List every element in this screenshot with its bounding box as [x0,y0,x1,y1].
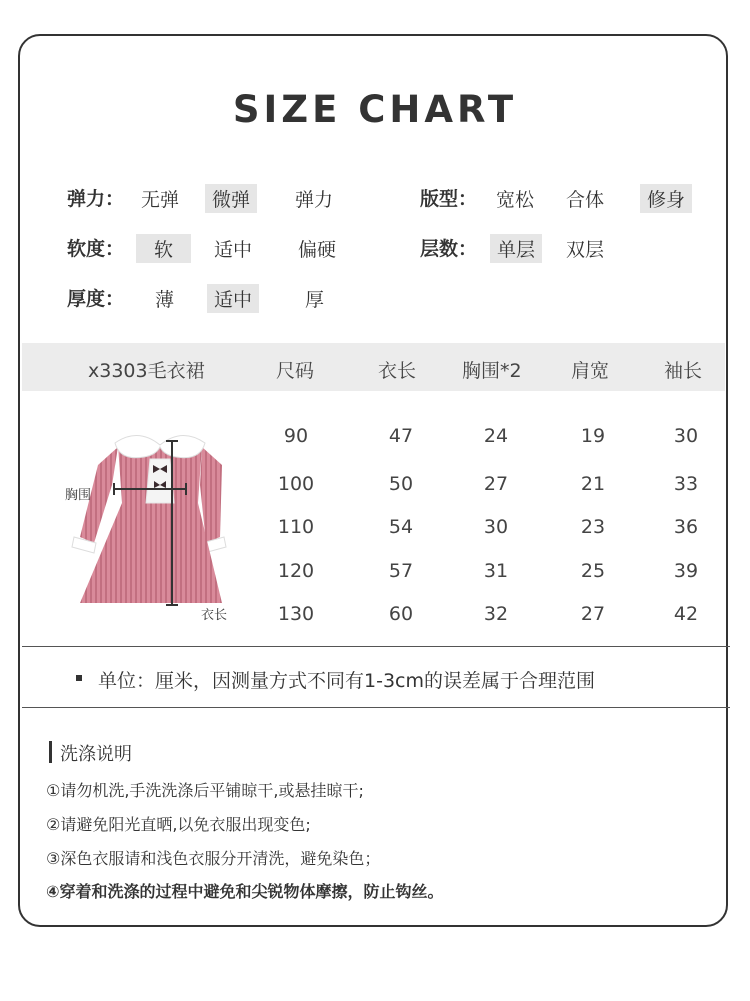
cell-sleeve: 30 [673,425,699,447]
header-chest: 胸围*2 [462,360,522,382]
cell-chest: 32 [483,603,509,625]
elasticity-label: 弹力： [67,188,125,210]
cell-chest: 31 [483,560,509,582]
cell-length: 57 [388,560,414,582]
cell-shoulder: 25 [580,560,606,582]
elasticity-option-slight-selected: 微弹 [205,184,257,213]
washing-item-4: ④穿着和洗涤的过程中避免和尖锐物体摩擦，防止钩丝。 [46,882,444,901]
fit-option-loose: 宽松 [496,189,535,211]
softness-option-soft-selected: 软 [136,234,191,263]
cell-length: 60 [388,603,414,625]
layers-option-single-selected: 单层 [490,234,542,263]
cell-length: 54 [388,516,414,538]
header-sleeve: 袖长 [664,360,703,382]
layers-option-double: 双层 [566,239,605,261]
thickness-option-thin: 薄 [155,289,175,311]
fit-option-slim-selected: 修身 [640,184,692,213]
thickness-label: 厚度： [67,288,125,310]
cell-size: 100 [277,473,315,495]
page-title: SIZE CHART [232,88,518,131]
cell-length: 47 [388,425,414,447]
cell-shoulder: 19 [580,425,606,447]
fit-option-regular: 合体 [566,189,605,211]
washing-item-1: ①请勿机洗,手洗洗涤后平铺晾干,或悬挂晾干; [46,781,364,800]
cell-chest: 30 [483,516,509,538]
dress-illustration [60,425,260,620]
cell-sleeve: 36 [673,516,699,538]
header-product-code: x3303毛衣裙 [88,360,205,382]
cell-sleeve: 42 [673,603,699,625]
softness-option-stiff: 偏硬 [298,239,337,261]
washing-item-2: ②请避免阳光直晒,以免衣服出现变色; [46,815,311,834]
header-size: 尺码 [276,360,315,382]
length-dimension-label: 衣长 [201,608,228,623]
thickness-option-medium-selected: 适中 [207,284,259,313]
elasticity-option-stretch: 弹力 [295,189,334,211]
cell-chest: 27 [483,473,509,495]
layers-label: 层数： [420,238,478,260]
washing-title-bar [49,741,52,763]
cell-shoulder: 21 [580,473,606,495]
washing-item-3: ③深色衣服请和浅色衣服分开清洗，避免染色； [46,849,381,868]
header-shoulder: 肩宽 [571,360,610,382]
cell-shoulder: 23 [580,516,606,538]
softness-option-medium: 适中 [214,239,253,261]
chest-dimension-label: 胸围 [65,488,92,503]
cell-sleeve: 39 [673,560,699,582]
divider-top [22,646,730,647]
softness-label: 软度： [67,238,125,260]
cell-size: 90 [283,425,309,447]
cell-shoulder: 27 [580,603,606,625]
cell-size: 130 [277,603,315,625]
thickness-option-thick: 厚 [305,289,325,311]
cell-sleeve: 33 [673,473,699,495]
fit-label: 版型： [420,188,478,210]
cell-size: 120 [277,560,315,582]
cell-size: 110 [277,516,315,538]
divider-bottom [22,707,730,708]
cell-length: 50 [388,473,414,495]
washing-title: 洗涤说明 [60,744,132,765]
unit-note: 单位：厘米，因测量方式不同有1-3cm的误差属于合理范围 [98,670,595,692]
cell-chest: 24 [483,425,509,447]
elasticity-option-none: 无弹 [141,189,180,211]
header-length: 衣长 [378,360,417,382]
note-bullet-icon [76,675,82,681]
